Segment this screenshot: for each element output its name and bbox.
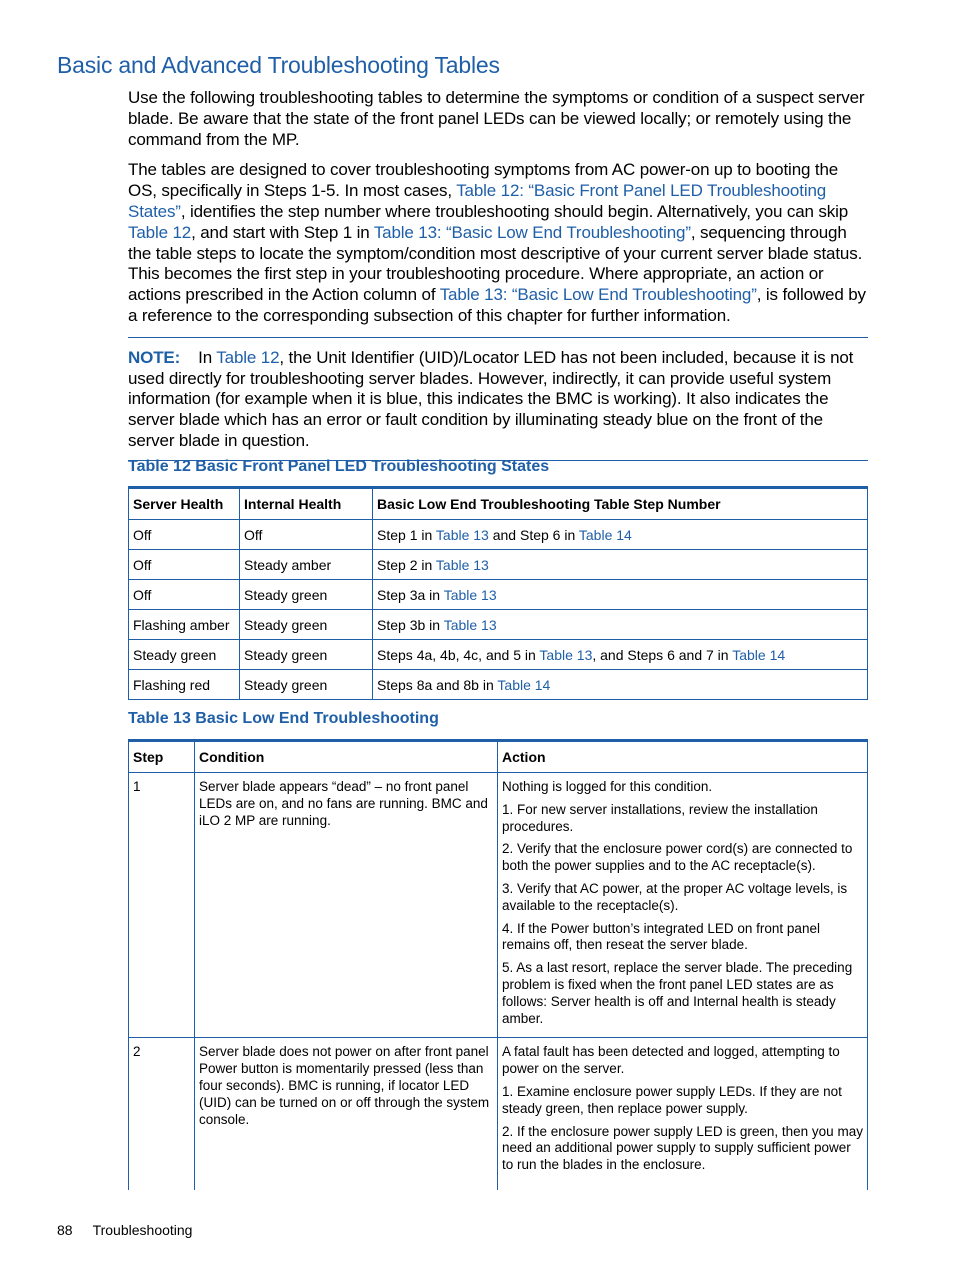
cell-step-number [373,640,868,670]
table-header-row [129,488,868,520]
table-link[interactable]: Table 14 [732,647,786,663]
table-row [129,670,868,700]
table-row [129,610,868,640]
cell-internal-health: Steady green [240,580,373,610]
table-12-caption: Table 12 Basic Front Panel LED Troubleshooting States [128,458,550,475]
cell-server-health: Flashing red [129,670,240,700]
cell-server-health: Steady green [129,640,240,670]
link-table-12-full[interactable]: Table 12: “Basic Front Panel LED Troubleshooting States” [128,181,827,221]
page-number: 88 [57,1222,73,1238]
table-link[interactable]: Table 14 [497,677,551,693]
link-table-13-full[interactable]: Table 13: “Basic Low End Troubleshooting” [373,222,691,242]
cell-step-number [373,670,868,700]
table-link[interactable]: Table 13 [443,587,497,603]
action-item: 1. Examine enclosure power supply LEDs. If they are not steady green, then replace power supply. [502,1083,842,1116]
action-item: 2. If the enclosure power supply LED is green, then you may need an additional power supply to supply sufficient power to run the blades in the enclosure. [502,1123,863,1173]
page-title: Basic and Advanced Troubleshooting Tables [57,52,500,78]
intro-paragraph-2 [128,160,868,326]
cell-server-health: Off [129,550,240,580]
text: Step 2 in [377,557,436,573]
column-header: Basic Low End Troubleshooting Table Step Number [373,488,868,520]
table-row [129,580,868,610]
text: Step 3b in [377,617,444,633]
cell-step-number [373,520,868,550]
cell-server-health: Off [129,520,240,550]
action-item: Nothing is logged for this condition. [502,779,713,794]
cell-server-health: Flashing amber [129,610,240,640]
table-link[interactable]: Table 14 [578,527,632,543]
text: The tables are designed to cover troubleshooting symptoms from AC power-on up to booting the OS, specifically in Steps 1-5. In most cases, [128,160,839,201]
text: Step 3a in [377,587,444,603]
table-header-row [129,741,868,773]
table-row [129,640,868,670]
cell-step-number [373,610,868,640]
link-table-13-action[interactable]: Table 13: “Basic Low End Troubleshooting” [439,285,757,305]
table-row [129,773,868,1038]
cell-server-health: Off [129,580,240,610]
table-13 [128,739,868,1190]
text: , and Steps 6 and 7 in [592,647,733,663]
cell-action [498,773,868,1038]
link-table-12[interactable]: Table 12 [128,222,192,242]
table-link[interactable]: Table 13 [435,527,489,543]
text: and Step 6 in [488,527,579,543]
action-item: 3. Verify that AC power, at the proper AC voltage levels, is available to the receptacle(s). [502,880,848,913]
action-item: 2. Verify that the enclosure power cord(s) are connected to both the power supplies and to the AC receptacle(s). [502,841,853,874]
table-13-caption: Table 13 Basic Low End Troubleshooting [128,710,439,727]
text: Step 1 in [377,527,436,543]
action-item: 5. As a last resort, replace the server blade. The preceding problem is fixed when the front panel LED states are as follows: Server health is off and Internal health is steady amber. [502,960,853,1026]
action-item: 4. If the Power button’s integrated LED on front panel remains off, then reseat the server blade. [502,920,820,953]
cell-internal-health: Steady green [240,610,373,640]
cell-action [498,1038,868,1190]
cell-condition: Server blade does not power on after front panel Power button is momentarily pressed (less than four seconds). BMC is running, if locator LED (UID) can be turned on or off through the system console. [195,1038,498,1190]
cell-internal-health: Steady green [240,670,373,700]
action-item: A fatal fault has been detected and logged, attempting to power on the server. [502,1044,840,1077]
text: , identifies the step number where troubleshooting should begin. Alternatively, you can skip [180,201,849,221]
table-row [129,1038,868,1190]
cell-internal-health: Off [240,520,373,550]
cell-step-number [373,550,868,580]
action-item: 1. For new server installations, review the installation procedures. [502,801,818,834]
text: In [198,347,217,367]
link-table-12-note[interactable]: Table 12 [216,347,280,367]
cell-step-number [373,580,868,610]
cell-condition: Server blade appears “dead” – no front panel LEDs are on, and no fans are running. BMC and iLO 2 MP are running. [195,773,498,1038]
table-link[interactable]: Table 13 [443,617,497,633]
column-header: Condition [195,741,498,773]
page-footer [57,1222,212,1238]
footer-section: Troubleshooting [92,1222,193,1238]
table-row [129,520,868,550]
note-label: NOTE: [128,347,181,367]
column-header: Internal Health [240,488,373,520]
table-link[interactable]: Table 13 [435,557,489,573]
text: , and start with Step 1 in [191,222,374,242]
intro-paragraph-1: Use the following troubleshooting tables to determine the symptoms or condition of a suspect server blade. Be aware that the state of the front panel LEDs can be viewed locally; or remotely using the command from the MP. [128,88,865,149]
text: Steps 4a, 4b, 4c, and 5 in [377,647,540,663]
table-link[interactable]: Table 13 [539,647,593,663]
column-header: Server Health [129,488,240,520]
text: , sequencing through the table steps to locate the symptom/condition most descriptive of your current server blade status. This becomes the first step in your troubleshooting procedure. Where appropriate, an action or actions prescribed in the Action column of [128,222,863,305]
table-row [129,550,868,580]
intro-section [128,88,868,461]
table-12 [128,486,868,700]
cell-internal-health: Steady amber [240,550,373,580]
column-header: Step [129,741,195,773]
text: , the Unit Identifier (UID)/Locator LED has not been included, because it is not used directly for troubleshooting server blades. However, indirectly, it can provide useful system information (for example when it is blue, this indicates the BMC is working). It also indicates the server blade which has an error or fault condition by illuminating steady blue on the front of the server blade in question. [128,347,854,450]
column-header: Action [498,741,868,773]
cell-step: 1 [129,773,195,1038]
note-box [128,337,868,461]
text: Steps 8a and 8b in [377,677,498,693]
cell-step: 2 [129,1038,195,1190]
text: , is followed by a reference to the corresponding subsection of this chapter for further information. [128,285,866,325]
cell-internal-health: Steady green [240,640,373,670]
